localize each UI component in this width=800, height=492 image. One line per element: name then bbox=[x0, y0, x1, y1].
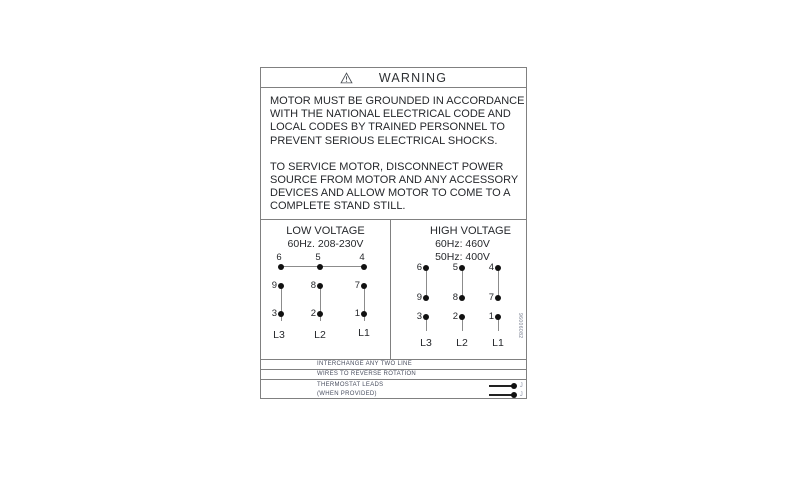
paragraph-gap bbox=[270, 148, 517, 161]
terminal-number: 5 bbox=[452, 262, 458, 273]
terminal-number: 1 bbox=[354, 308, 360, 319]
warning-triangle-icon bbox=[340, 72, 353, 84]
terminal-dot bbox=[361, 264, 367, 270]
terminal-number: 3 bbox=[271, 308, 277, 319]
terminal-dot bbox=[495, 295, 501, 301]
terminal-number: 7 bbox=[354, 280, 360, 291]
low-voltage-panel bbox=[261, 220, 390, 359]
terminal-number: 8 bbox=[452, 292, 458, 303]
terminal-dot bbox=[317, 311, 323, 317]
footer-row-interchange: INTERCHANGE ANY TWO LINE bbox=[261, 360, 526, 370]
warning-text-line: MOTOR MUST BE GROUNDED IN ACCORDANCE bbox=[270, 95, 525, 107]
thermostat-lead-dot bbox=[511, 383, 517, 389]
terminal-number: 9 bbox=[271, 280, 277, 291]
terminal-dot bbox=[495, 314, 501, 320]
line-label: L2 bbox=[314, 329, 326, 341]
warning-text-body bbox=[261, 88, 526, 220]
terminal-dot bbox=[317, 283, 323, 289]
line-label: L1 bbox=[358, 327, 370, 339]
thermostat-lead-line bbox=[489, 385, 512, 387]
high-voltage-title: HIGH VOLTAGE bbox=[430, 225, 511, 237]
terminal-dot bbox=[459, 265, 465, 271]
terminal-dot bbox=[317, 264, 323, 270]
low-voltage-subtitle: 60Hz. 208-230V bbox=[287, 238, 364, 250]
warning-text-line: DEVICES AND ALLOW MOTOR TO COME TO A bbox=[270, 187, 511, 200]
terminal-dot bbox=[423, 314, 429, 320]
terminal-number: 7 bbox=[488, 292, 494, 303]
lead-label: J bbox=[519, 383, 523, 389]
high-voltage-panel bbox=[390, 220, 526, 359]
terminal-dot bbox=[278, 311, 284, 317]
thermostat-lead-line bbox=[489, 394, 512, 396]
warning-text-line: TO SERVICE MOTOR, DISCONNECT POWER bbox=[270, 160, 504, 173]
part-number: 96006082 bbox=[517, 313, 523, 339]
low-voltage-title: LOW VOLTAGE bbox=[286, 225, 365, 237]
thermostat-lead-symbol bbox=[489, 392, 523, 398]
wire-line bbox=[498, 268, 499, 298]
terminal-number: 5 bbox=[315, 252, 321, 263]
high-voltage-subtitle-50hz: 50Hz: 400V bbox=[435, 251, 490, 263]
terminal-dot bbox=[459, 295, 465, 301]
bus-line bbox=[281, 266, 365, 267]
terminal-number: 3 bbox=[416, 311, 422, 322]
voltage-panels bbox=[261, 220, 526, 360]
warning-title: WARNING bbox=[378, 70, 448, 85]
thermostat-lead-symbol bbox=[489, 383, 523, 389]
thermostat-lead-dot bbox=[511, 392, 517, 398]
terminal-dot bbox=[278, 264, 284, 270]
terminal-number: 8 bbox=[310, 280, 316, 291]
terminal-number: 9 bbox=[416, 292, 422, 303]
wire-line bbox=[426, 268, 427, 298]
terminal-number: 4 bbox=[488, 262, 494, 273]
line-label: L3 bbox=[420, 337, 432, 349]
thermostat-leads-text: THERMOSTAT LEADS bbox=[317, 382, 384, 388]
warning-header bbox=[261, 68, 526, 88]
terminal-number: 2 bbox=[310, 308, 316, 319]
terminal-number: 2 bbox=[452, 311, 458, 322]
terminal-number: 6 bbox=[276, 252, 282, 263]
footer-row-wires: WIRES TO REVERSE ROTATION bbox=[261, 370, 526, 380]
terminal-dot bbox=[423, 265, 429, 271]
terminal-number: 6 bbox=[416, 262, 422, 273]
terminal-number: 1 bbox=[488, 311, 494, 322]
lead-label: J bbox=[519, 392, 523, 398]
terminal-dot bbox=[361, 311, 367, 317]
high-voltage-subtitle-60hz: 60Hz: 460V bbox=[435, 238, 490, 250]
warning-text-line: COMPLETE STAND STILL. bbox=[270, 200, 406, 213]
thermostat-row bbox=[261, 380, 526, 398]
warning-text-line: WITH THE NATIONAL ELECTRICAL CODE AND bbox=[270, 108, 511, 121]
when-provided-text: (WHEN PROVIDED) bbox=[317, 391, 377, 397]
warning-text-line: PREVENT SERIOUS ELECTRICAL SHOCKS. bbox=[270, 134, 498, 147]
line-label: L2 bbox=[456, 337, 468, 349]
wire-line bbox=[462, 268, 463, 298]
terminal-number: 4 bbox=[359, 252, 365, 263]
warning-text-line: LOCAL CODES BY TRAINED PERSONNEL TO bbox=[270, 121, 505, 134]
terminal-dot bbox=[495, 265, 501, 271]
line-label: L3 bbox=[273, 329, 285, 341]
terminal-dot bbox=[423, 295, 429, 301]
terminal-dot bbox=[459, 314, 465, 320]
line-label: L1 bbox=[492, 337, 504, 349]
motor-warning-label bbox=[260, 67, 527, 399]
terminal-dot bbox=[361, 283, 367, 289]
warning-text-line: SOURCE FROM MOTOR AND ANY ACCESSORY bbox=[270, 174, 519, 187]
terminal-dot bbox=[278, 283, 284, 289]
